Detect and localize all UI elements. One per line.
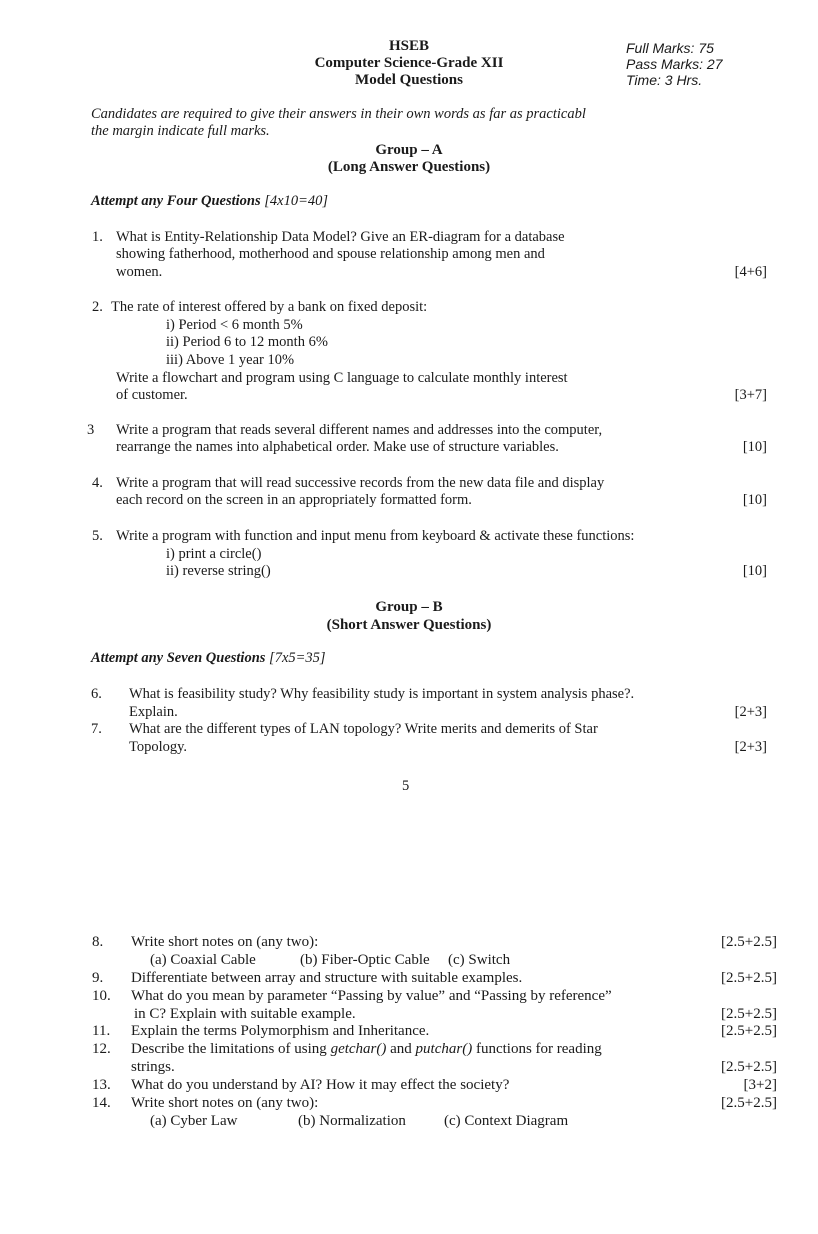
q7-marks: [2+3]	[734, 739, 767, 755]
q6-number: 6.	[91, 686, 102, 702]
q12-and: and	[390, 1041, 412, 1057]
q2-option-2: ii) Period 6 to 12 month 6%	[166, 334, 328, 350]
q2-number: 2.	[92, 299, 103, 315]
instructions-line-1: Candidates are required to give their answers in their own words as far as practicabl	[91, 106, 586, 122]
q14-marks: [2.5+2.5]	[721, 1095, 777, 1111]
q12-marks: [2.5+2.5]	[721, 1059, 777, 1075]
q8-option-b: (b) Fiber-Optic Cable	[300, 952, 430, 968]
q2-marks: [3+7]	[734, 387, 767, 403]
q4-line-1: Write a program that will read successive records from the new data file and display	[116, 475, 605, 491]
subject-title: Computer Science-Grade XII	[314, 55, 504, 71]
q14-line-1: Write short notes on (any two):	[131, 1095, 319, 1111]
q14-option-a: (a) Cyber Law	[150, 1113, 238, 1129]
q9-number: 9.	[92, 970, 104, 986]
group-b-attempt-text: Attempt any Seven Questions	[91, 650, 266, 666]
q6-line-1: What is feasibility study? Why feasibility study is important in system analysis phase?.	[129, 686, 635, 702]
q7-line-1: What are the different types of LAN topology? Write merits and demerits of Star	[129, 721, 598, 737]
q1-marks: [4+6]	[734, 264, 767, 280]
q8-marks: [2.5+2.5]	[721, 934, 777, 950]
q4-line-2: each record on the screen in an appropriately formatted form.	[116, 492, 472, 508]
instructions-line-2: the margin indicate full marks.	[91, 123, 270, 139]
full-marks: Full Marks: 75	[626, 40, 714, 56]
q1-number: 1.	[92, 229, 103, 245]
group-a-attempt	[91, 193, 328, 211]
q5-line-1: Write a program with function and input menu from keyboard & activate these functions:	[116, 528, 635, 544]
q2-line-2: Write a flowchart and program using C language to calculate monthly interest	[116, 370, 568, 386]
q12-number: 12.	[92, 1041, 111, 1057]
q5-marks: [10]	[742, 563, 767, 579]
q2-option-3: iii) Above 1 year 10%	[166, 352, 295, 368]
q8-option-c: (c) Switch	[448, 952, 511, 968]
q10-marks: [2.5+2.5]	[721, 1006, 777, 1022]
q14-option-c: (c) Context Diagram	[444, 1113, 569, 1129]
time-allowed: Time: 3 Hrs.	[626, 72, 703, 88]
q7-line-2: Topology.	[129, 739, 188, 755]
q4-marks: [10]	[742, 492, 767, 508]
q12-line-2: strings.	[131, 1059, 175, 1075]
q11-line-1: Explain the terms Polymorphism and Inheritance.	[131, 1023, 430, 1039]
q13-marks: [3+2]	[743, 1077, 777, 1093]
q9-line-1: Differentiate between array and structure with suitable examples.	[131, 970, 523, 986]
q5-option-2: ii) reverse string()	[166, 563, 271, 579]
q8-option-a: (a) Coaxial Cable	[150, 952, 256, 968]
q5-option-1: i) print a circle()	[166, 546, 262, 562]
q6-line-2: Explain.	[129, 704, 178, 720]
q11-number: 11.	[92, 1023, 111, 1039]
group-a-title: Group – A	[375, 142, 443, 158]
q14-number: 14.	[92, 1095, 111, 1111]
q13-number: 13.	[92, 1077, 111, 1093]
q7-number: 7.	[91, 721, 102, 737]
exam-board-title: HSEB	[388, 38, 430, 54]
q12-putchar: putchar()	[415, 1041, 473, 1057]
group-a-attempt-marks: [4x10=40]	[264, 193, 328, 209]
paper-subtitle: Model Questions	[355, 72, 463, 88]
q1-line-1: What is Entity-Relationship Data Model? Give an ER-diagram for a database	[116, 229, 565, 245]
q5-number: 5.	[92, 528, 103, 544]
q2-option-1: i) Period < 6 month 5%	[166, 317, 303, 333]
q12-getchar: getchar()	[330, 1041, 387, 1057]
q2-line-1: The rate of interest offered by a bank on fixed deposit:	[111, 299, 428, 315]
q1-line-2: showing fatherhood, motherhood and spouse relationship among men and	[116, 246, 545, 262]
group-b-subtitle: (Short Answer Questions)	[326, 617, 492, 633]
q3-number: 3	[87, 422, 95, 438]
q12-text-b: functions for reading	[475, 1041, 602, 1057]
q3-marks: [10]	[742, 439, 767, 455]
page-number: 5	[402, 778, 410, 794]
q8-line-1: Write short notes on (any two):	[131, 934, 319, 950]
group-a-attempt-text: Attempt any Four Questions	[91, 193, 261, 209]
q2-line-3: of customer.	[116, 387, 188, 403]
q12-text-a: Describe the limitations of using	[131, 1041, 327, 1057]
q10-line-2: in C? Explain with suitable example.	[134, 1006, 356, 1022]
q13-line-1: What do you understand by AI? How it may effect the society?	[131, 1077, 510, 1093]
group-b-attempt	[91, 650, 326, 668]
q4-number: 4.	[92, 475, 103, 491]
q9-marks: [2.5+2.5]	[721, 970, 777, 986]
group-b-attempt-marks: [7x5=35]	[269, 650, 326, 666]
group-b-title: Group – B	[375, 599, 443, 615]
q14-option-b: (b) Normalization	[298, 1113, 406, 1129]
group-a-subtitle: (Long Answer Questions)	[327, 159, 491, 175]
q3-line-2: rearrange the names into alphabetical order. Make use of structure variables.	[116, 439, 559, 455]
q6-marks: [2+3]	[734, 704, 767, 720]
q10-line-1: What do you mean by parameter “Passing by value” and “Passing by reference”	[131, 988, 612, 1004]
q11-marks: [2.5+2.5]	[721, 1023, 777, 1039]
pass-marks: Pass Marks: 27	[626, 56, 723, 72]
q12-line-1	[131, 1041, 602, 1059]
q10-number: 10.	[92, 988, 111, 1004]
q8-number: 8.	[92, 934, 104, 950]
q1-line-3: women.	[116, 264, 163, 280]
q3-line-1: Write a program that reads several different names and addresses into the computer,	[116, 422, 603, 438]
